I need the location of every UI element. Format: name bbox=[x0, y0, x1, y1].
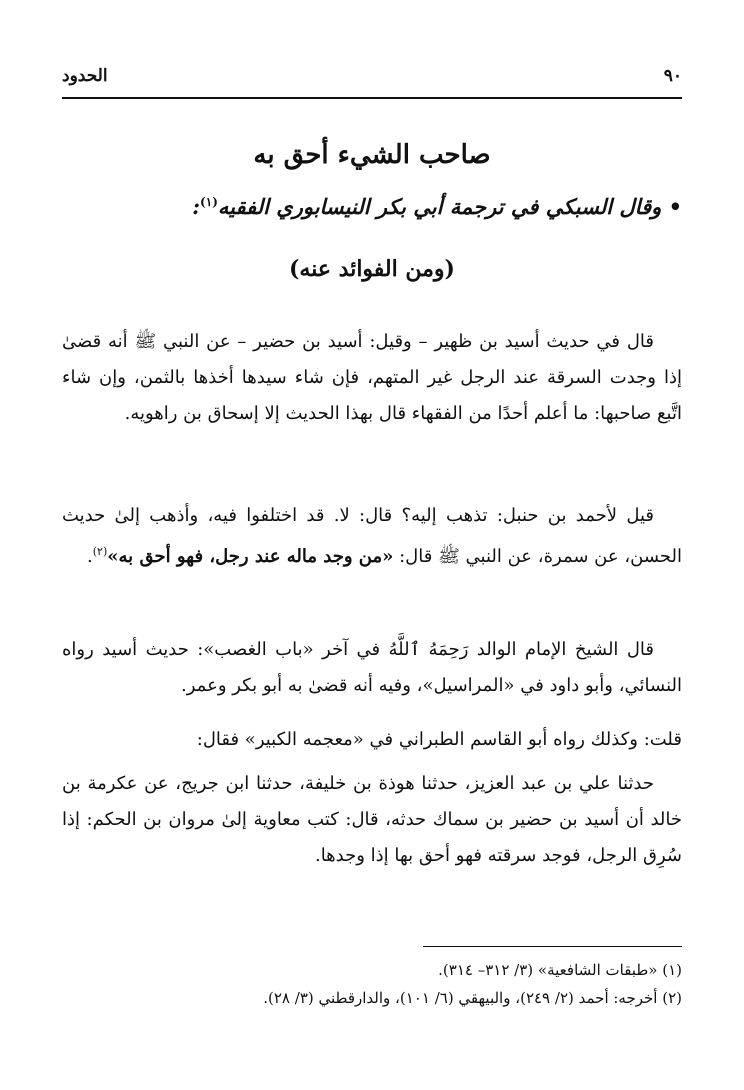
paragraph-5-text: حدثنا علي بن عبد العزيز، حدثنا هوذة بن خليفة، حدثنا ابن جريج، عن عكرمة بن خالد أن أسيد بن حضير بن سماك حدثه، قال: كتب معاوية إلىٰ مروان بن الحكم: إذا سُرِق الرجل، فوجد سرقته فهو أحق بها إذا وجدها. bbox=[62, 773, 682, 866]
paragraph-5 bbox=[62, 766, 682, 874]
page-number: ٩٠ bbox=[663, 66, 682, 86]
paragraph-2-end: . bbox=[87, 546, 93, 567]
bullet-text: وقال السبكي في ترجمة أبي بكر النيسابوري الفقيه bbox=[217, 194, 662, 219]
paragraph-1 bbox=[62, 324, 682, 432]
footnote-2: (٢) أخرجه: أحمد (٢/ ٢٤٩)، والبيهقي (٦/ ١٠١)، والدارقطني (٣/ ٢٨). bbox=[263, 989, 682, 1007]
footnote-ref-1: (١) bbox=[200, 195, 218, 209]
bullet-colon: : bbox=[192, 194, 201, 219]
section-title: صاحب الشيء أحق به bbox=[253, 140, 491, 170]
footnotes bbox=[62, 956, 682, 1012]
page-header bbox=[62, 64, 682, 94]
bullet-icon: • bbox=[668, 194, 682, 219]
footnote-divider bbox=[423, 946, 682, 947]
running-head: الحدود bbox=[62, 66, 108, 86]
footnote-1: (١) «طبقات الشافعية» (٣/ ٣١٢– ٣١٤). bbox=[438, 961, 682, 979]
header-divider bbox=[62, 97, 682, 99]
hadith-quote: «من وجد ماله عند رجل، فهو أحق به» bbox=[107, 546, 394, 567]
paragraph-2 bbox=[62, 498, 682, 575]
paragraph-1-text: قال في حديث أسيد بن ظهير – وقيل: أسيد بن حضير – عن النبي ﷺ أنه قضىٰ إذا وجدت السرقة عند الرجل غير المتهم، فإن شاء سيدها أخذها بالثمن، وإن شاء اتَّبع صاحبها: ما أعلم أحدًا من الفقهاء قال بهذا الحديث إلا إسحاق بن راهويه. bbox=[62, 331, 682, 424]
bullet-heading bbox=[62, 194, 682, 219]
paragraph-3-text: قال الشيخ الإمام الوالد رَحِمَهُ ٱللَّهُ في آخر «باب الغصب»: حديث أسيد رواه النسائي، وأبو داود في «المراسيل»، وفيه أنه قضىٰ به أبو بكر وعمر. bbox=[62, 639, 682, 696]
paragraph-4-text: قلت: وكذلك رواه أبو القاسم الطبراني في «معجمه الكبير» فقال: bbox=[196, 729, 682, 750]
paragraph-4 bbox=[62, 722, 682, 758]
footnote-ref-2: (٢) bbox=[92, 545, 108, 558]
paragraph-2-text bbox=[62, 498, 682, 575]
paragraph-2-lead: قيل لأحمد بن حنبل: تذهب إليه؟ قال: لا. قد اختلفوا فيه، وأذهب إلىٰ حديث الحسن، عن سمرة، عن النبي ﷺ قال: bbox=[62, 505, 682, 567]
section-subtitle: (ومن الفوائد عنه) bbox=[289, 256, 455, 282]
paragraph-3 bbox=[62, 632, 682, 704]
